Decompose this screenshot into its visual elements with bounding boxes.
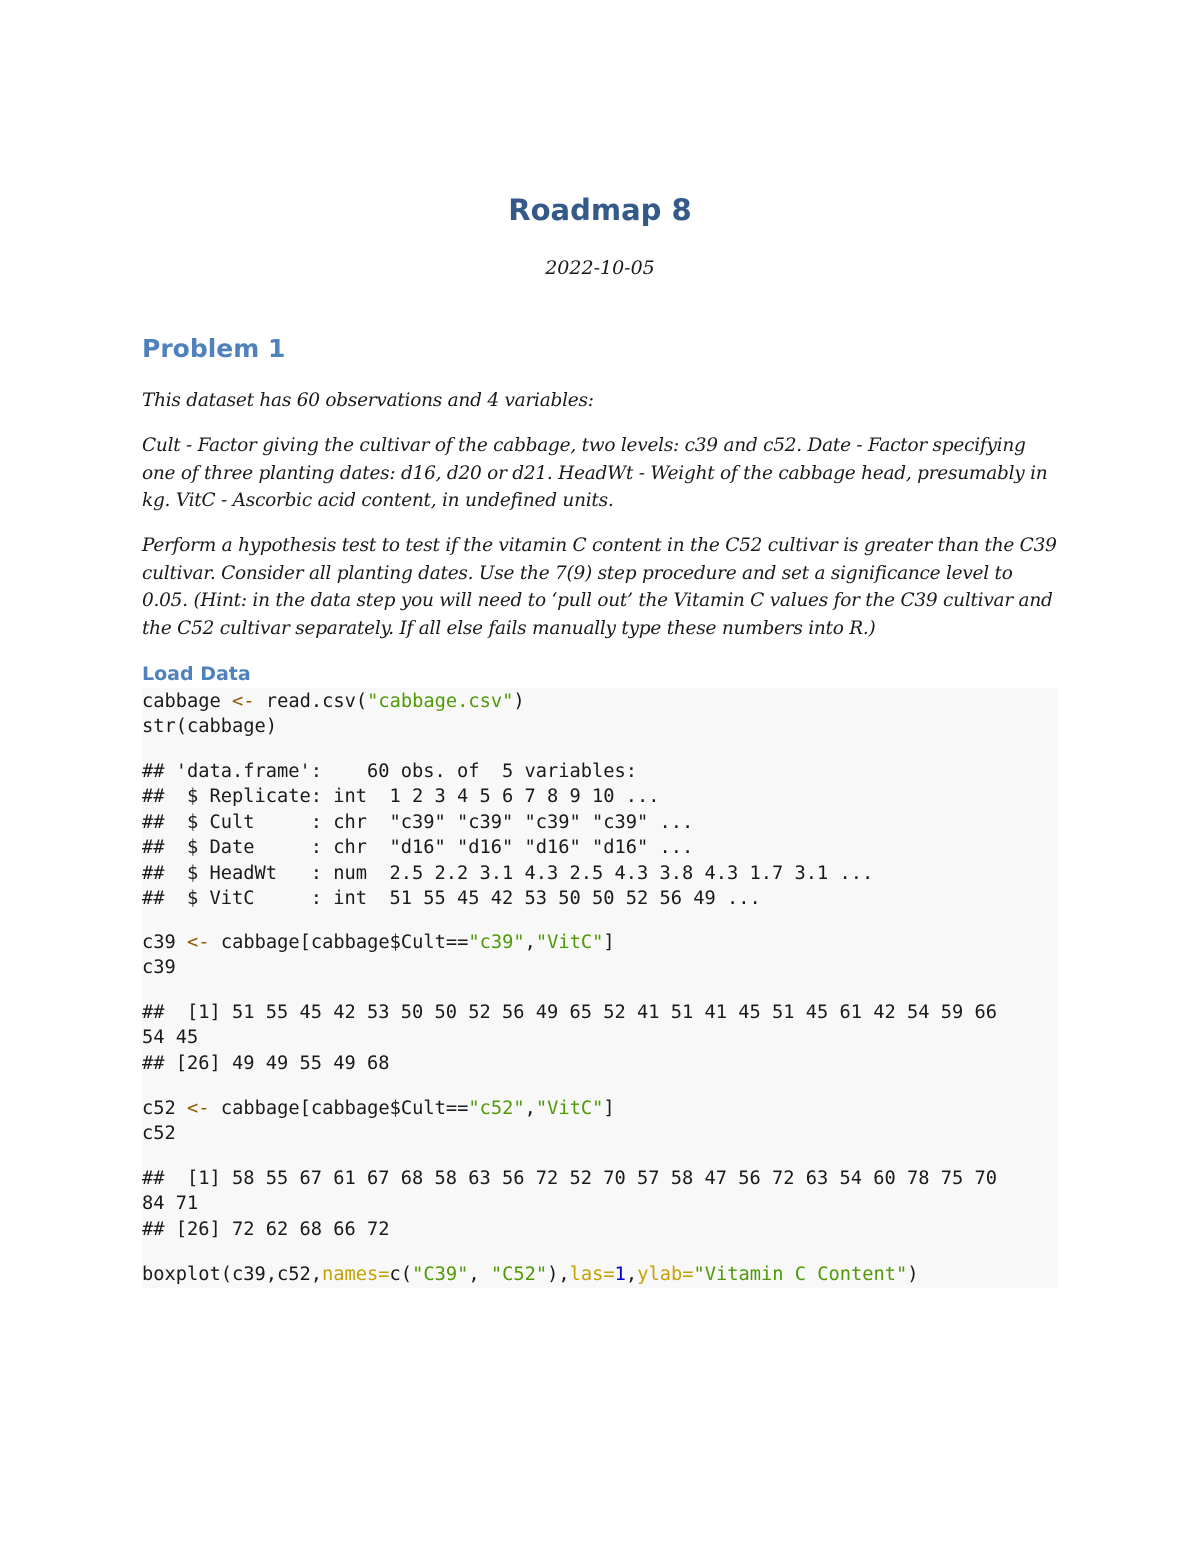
code-token-argname: las: [569, 1264, 604, 1285]
code-output-c52: ## [1] 58 55 67 61 67 68 58 63 56 72 52 70 57 58 47 56 72 63 54 60 78 75 70 84 71 ## [26] 72 62 68 66 72: [142, 1168, 998, 1240]
code-token-assign: <-: [187, 932, 210, 953]
code-token: read.csv(: [265, 691, 368, 712]
paragraph-variable-descriptions: Cult - Factor giving the cultivar of the cabbage, two levels: c39 and c52. Date - Factor specifying one of three planting dates: d16, d20 or d21. HeadWt - Weight of the cabbage head, presumably in kg. VitC - Ascorbic acid content, in undefined units.: [142, 435, 1048, 511]
code-token-number: 1: [614, 1264, 626, 1285]
code-token: ]: [603, 1098, 615, 1119]
code-token-argname: ylab: [637, 1264, 683, 1285]
code-token-assign: <-: [187, 1098, 210, 1119]
code-token-string: "C39": [412, 1264, 469, 1285]
code-token-string: "Vitamin C Content": [693, 1264, 908, 1285]
code-token: cabbage: [142, 691, 221, 712]
code-token: ),: [547, 1264, 570, 1285]
code-token: ,: [625, 1264, 638, 1285]
code-token-string: "cabbage.csv": [367, 691, 514, 712]
code-token: c(: [389, 1264, 413, 1285]
code-output-str: ## 'data.frame': 60 obs. of 5 variables: ## $ Replicate: int 1 2 3 4 5 6 7 8 9 10 ... ## $ Cult : chr "c39" "c39" "c39" "c39" ... ## $ Date : chr "d16" "d16" "d16" "d16" ... ## $ HeadWt : num 2.5 2.2 3.1 4.3 2.5 4.3 3.8 4.3 1.7 3.1 ... ## $ VitC : int 51 55 45 42 53 50 50 52 56 49 ...: [142, 761, 874, 910]
code-token: ): [907, 1264, 919, 1285]
code-token-argname: names: [322, 1264, 379, 1285]
code-token: ,: [524, 1098, 536, 1119]
code-token: ,: [524, 932, 536, 953]
code-line-c39-print: c39: [142, 957, 176, 978]
code-token: c39: [142, 932, 176, 953]
code-token-string: "VitC": [535, 932, 604, 953]
code-line-boxplot: [142, 1262, 1058, 1287]
code-token-argname: =: [378, 1264, 390, 1285]
paragraph-task-instructions: Perform a hypothesis test to test if the vitamin C content in the C52 cultivar is greater than the C39 cultivar. Consider all planting dates. Use the 7(9) step procedure and set a significance level to 0.05. (Hint: in the data step you will need to ‘pull out’ the Vitamin C values for the C39 cultivar and the C52 cultivar separately. If all else fails manually type these numbers into R.): [142, 535, 1057, 639]
code-token-string: "c39": [468, 932, 525, 953]
code-token-string: "C52": [490, 1264, 548, 1285]
paragraph-dataset-intro: This dataset has 60 observations and 4 variables:: [142, 390, 594, 411]
code-token: cabbage[cabbage$Cult==: [220, 932, 469, 953]
code-line-c39-assign: [142, 930, 1058, 955]
code-token-string: "VitC": [535, 1098, 604, 1119]
code-token: c52: [142, 1098, 176, 1119]
code-token-assign: <-: [232, 691, 255, 712]
code-token-argname: =: [682, 1264, 694, 1285]
code-token: ]: [603, 932, 615, 953]
code-token-string: "c52": [468, 1098, 525, 1119]
code-token-argname: =: [603, 1264, 615, 1285]
code-line-c52-print: c52: [142, 1123, 176, 1144]
code-token: boxplot(c39,c52,: [142, 1264, 323, 1285]
section-heading-problem-1: Problem 1: [142, 334, 286, 363]
code-output-c39: ## [1] 51 55 45 42 53 50 50 52 56 49 65 52 41 51 41 45 51 45 61 42 54 59 66 54 45 ## [26] 49 49 55 49 68: [142, 1002, 998, 1074]
code-token: ,: [468, 1264, 491, 1285]
document-title: Roadmap 8: [508, 193, 692, 227]
code-token: ): [513, 691, 525, 712]
code-line-load-csv: [142, 689, 1058, 714]
document-date: 2022-10-05: [545, 257, 655, 279]
code-line-str-call: str(cabbage): [142, 716, 278, 737]
code-line-c52-assign: [142, 1096, 1058, 1121]
subsection-heading-load-data: Load Data: [142, 663, 251, 685]
code-token: cabbage[cabbage$Cult==: [220, 1098, 469, 1119]
